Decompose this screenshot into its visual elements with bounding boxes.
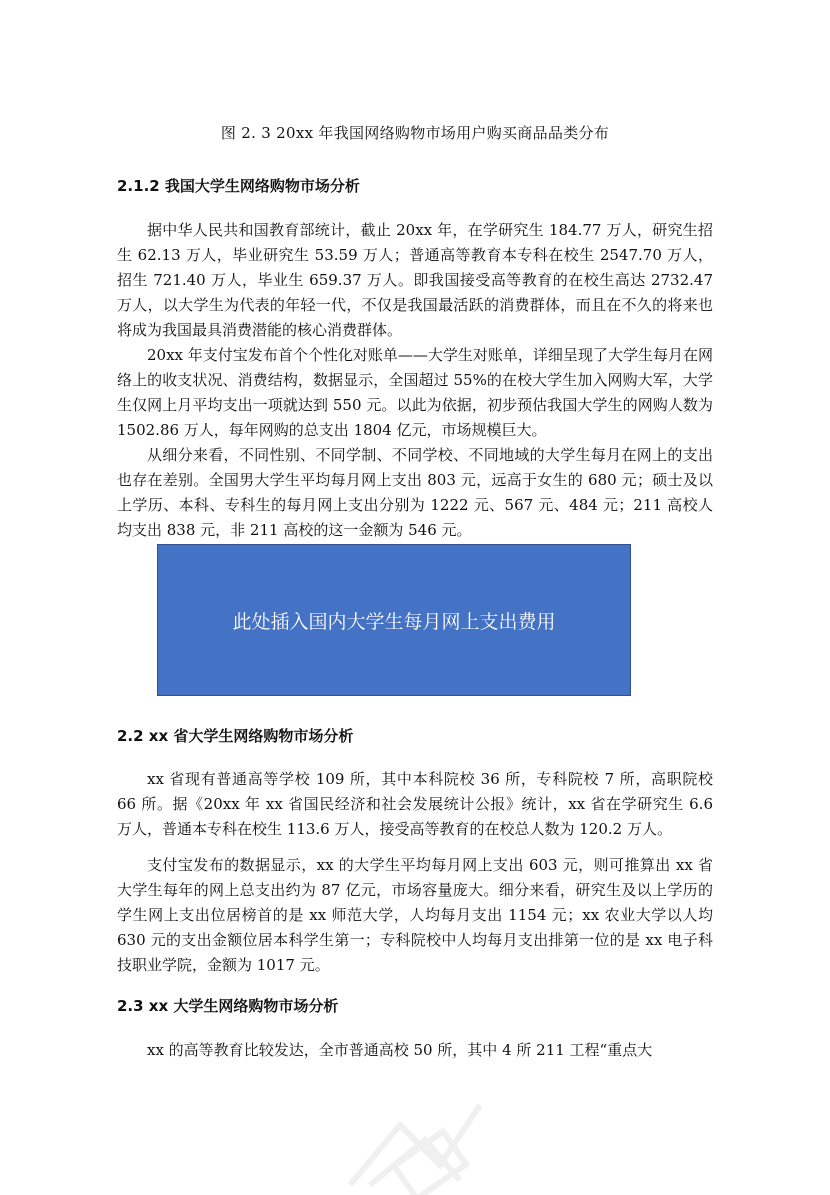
watermark-icon xyxy=(330,1085,520,1195)
placeholder-label: 此处插入国内大学生每月网上支出费用 xyxy=(232,610,556,633)
paragraph: 从细分来看，不同性别、不同学制、不同学校、不同地域的大学生每月在网上的支出也存在差别。全国男大学生平均每月网上支出 803 元，远高于女生的 680 元；硕士及以上学历、本科、专科生的每月网上支出分别为 1222 元、567 元、484 元；211 高校人均支出 838 元，非 211 高校的这一金额为 546 元。 xyxy=(117,446,713,539)
paragraph: xx 的高等教育比较发达，全市普通高校 50 所，其中 4 所 211 工程“重点大 xyxy=(147,1041,653,1059)
section-heading-2-1-2: 2.1.2 我国大学生网络购物市场分析 xyxy=(117,177,360,195)
section-heading-2-3: 2.3 xx 大学生网络购物市场分析 xyxy=(117,997,339,1015)
section-heading-2-2: 2.2 xx 省大学生网络购物市场分析 xyxy=(117,727,354,745)
paragraph: 据中华人民共和国教育部统计，截止 20xx 年，在学研究生 184.77 万人，研究生招生 62.13 万人，毕业研究生 53.59 万人；普通高等教育本专科在校生 2547.70 万人，招生 721.40 万人，毕业生 659.37 万人。即我国接受高等教育的在校生高达 2732.47 万人，以大学生为代表的年轻一代，不仅是我国最活跃的消费群体，而且在不久的将来也将成为我国最具消费潜能的核心消费群体。 xyxy=(117,221,713,339)
paragraph: 20xx 年支付宝发布首个个性化对账单——大学生对账单，详细呈现了大学生每月在网络上的收支状况、消费结构，数据显示，全国超过 55%的在校大学生加入网购大军，大学生仅网上月平均支出一项就达到 550 元。以此为依据，初步预估我国大学生的网购人数为 1502.86 万人，每年网购的总支出 1804 亿元，市场规模巨大。 xyxy=(117,346,713,439)
figure-placeholder xyxy=(157,544,631,696)
figure-caption: 图 2. 3 20xx 年我国网络购物市场用户购买商品品类分布 xyxy=(220,124,610,142)
paragraph: 支付宝发布的数据显示，xx 的大学生平均每月网上支出 603 元，则可推算出 xx 省大学生每年的网上总支出约为 87 亿元，市场容量庞大。细分来看，研究生及以上学历的学生网上支出位居榜首的是 xx 师范大学，人均每月支出 1154 元；xx 农业大学以人均 630 元的支出金额位居本科学生第一；专科院校中人均每月支出排第一位的是 xx 电子科技职业学院，金额为 1017 元。 xyxy=(117,856,713,974)
paragraph: xx 省现有普通高等学校 109 所，其中本科院校 36 所，专科院校 7 所，高职院校 66 所。据《20xx 年 xx 省国民经济和社会发展统计公报》统计，xx 省在学研究生 6.6 万人，普通本专科在校生 113.6 万人，接受高等教育的在校总人数为 120.2 万人。 xyxy=(117,770,713,838)
